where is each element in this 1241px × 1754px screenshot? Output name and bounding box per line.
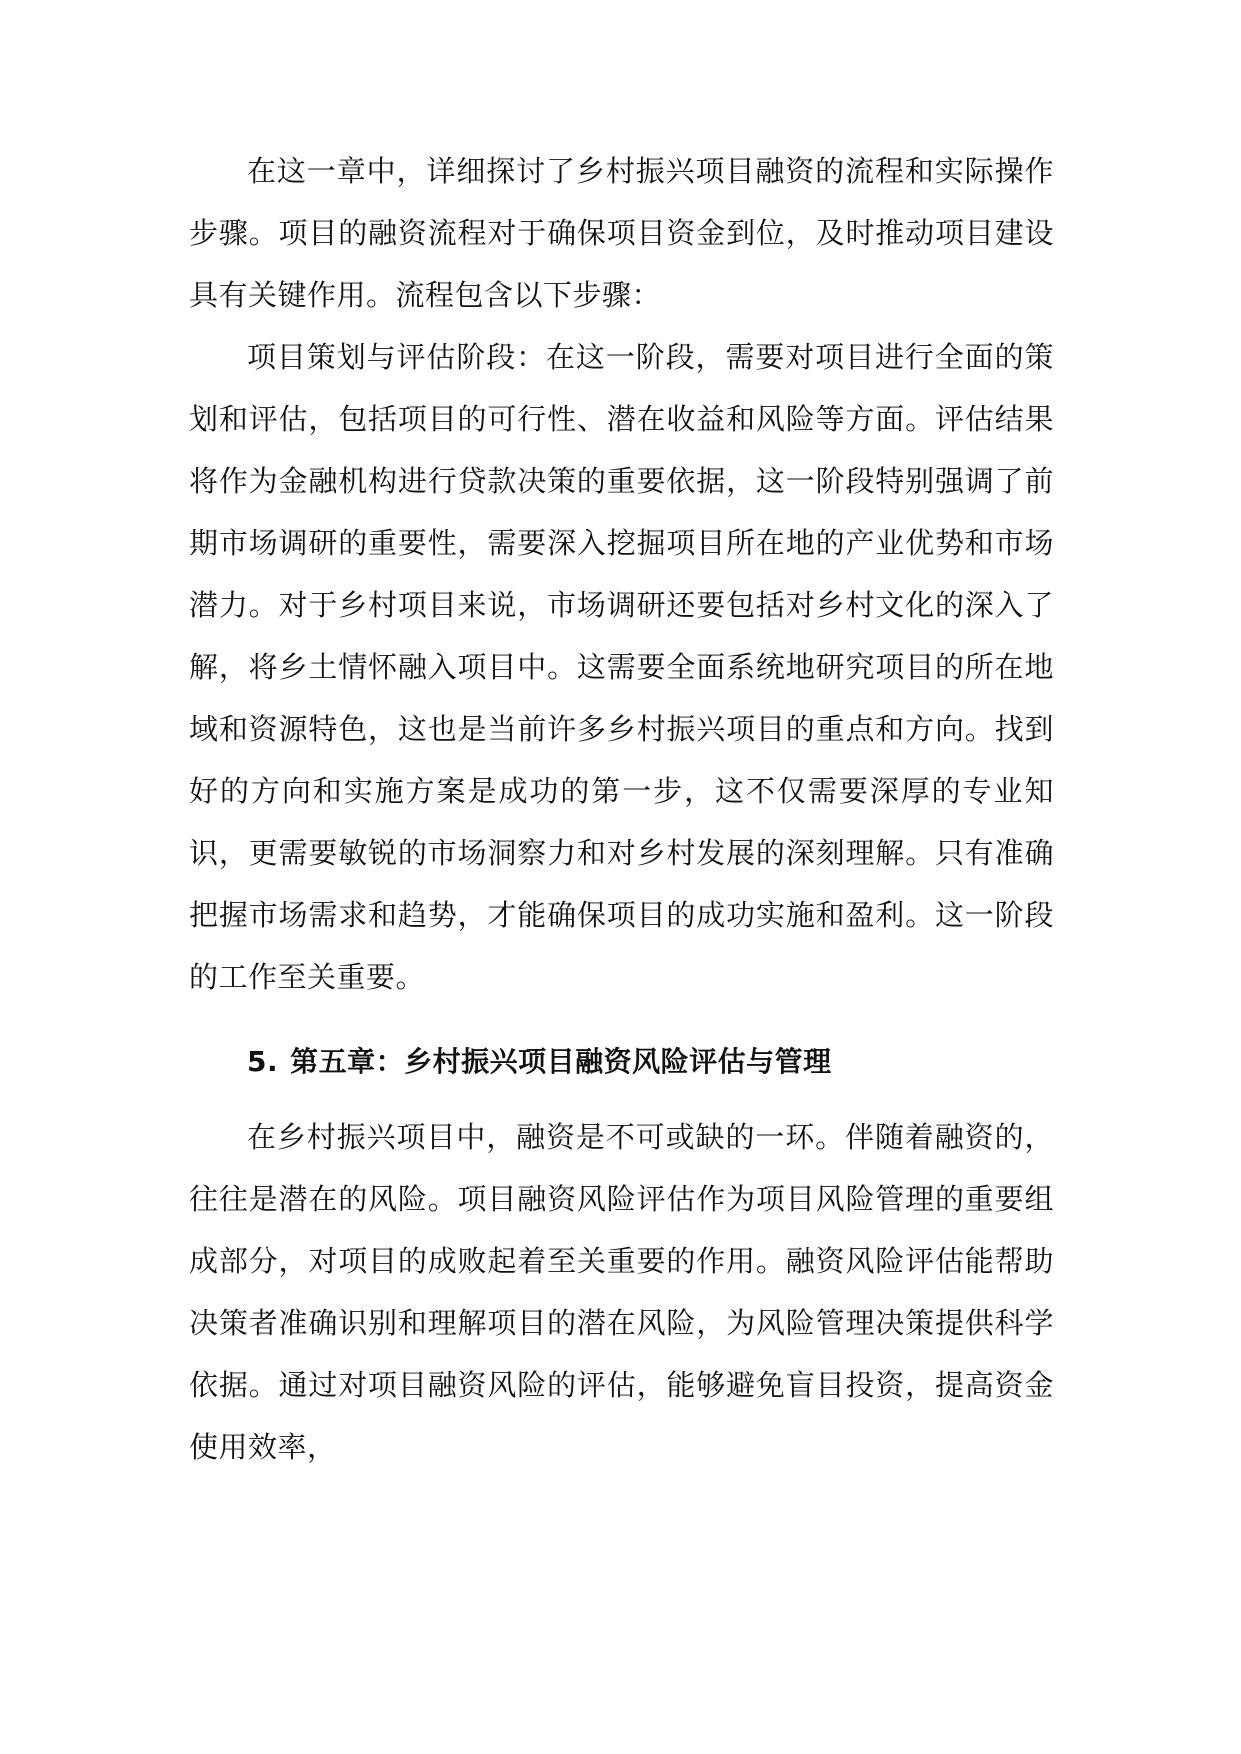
paragraph-risk-assessment: 在乡村振兴项目中，融资是不可或缺的一环。伴随着融资的，往往是潜在的风险。项目融资风险评估作为项目风险管理的重要组成部分，对项目的成败起着至关重要的作用。融资风险评估能帮助决策者准确识别和理解项目的潜在风险，为风险管理决策提供科学依据。通过对项目融资风险的评估，能够避免盲目投资，提高资金使用效率， xyxy=(189,1120,1054,1464)
section-title: 第五章：乡村振兴项目融资风险评估与管理 xyxy=(290,1045,832,1078)
section-number: 5. xyxy=(247,1045,279,1078)
paragraph-intro: 在这一章中，详细探讨了乡村振兴项目融资的流程和实际操作步骤。项目的融资流程对于确保项目资金到位，及时推动项目建设具有关键作用。流程包含以下步骤： xyxy=(189,154,1054,312)
section-heading xyxy=(189,1031,1054,1093)
paragraph-planning-stage: 项目策划与评估阶段：在这一阶段，需要对项目进行全面的策划和评估，包括项目的可行性、潜在收益和风险等方面。评估结果将作为金融机构进行贷款决策的重要依据，这一阶段特别强调了前期市场调研的重要性，需要深入挖掘项目所在地的产业优势和市场潜力。对于乡村项目来说，市场调研还要包括对乡村文化的深入了解，将乡土情怀融入项目中。这需要全面系统地研究项目的所在地域和资源特色，这也是当前许多乡村振兴项目的重点和方向。找到好的方向和实施方案是成功的第一步，这不仅需要深厚的专业知识，更需要敏锐的市场洞察力和对乡村发展的深刻理解。只有准确把握市场需求和趋势，才能确保项目的成功实施和盈利。这一阶段的工作至关重要。 xyxy=(189,340,1054,994)
document-body xyxy=(189,140,1054,1478)
